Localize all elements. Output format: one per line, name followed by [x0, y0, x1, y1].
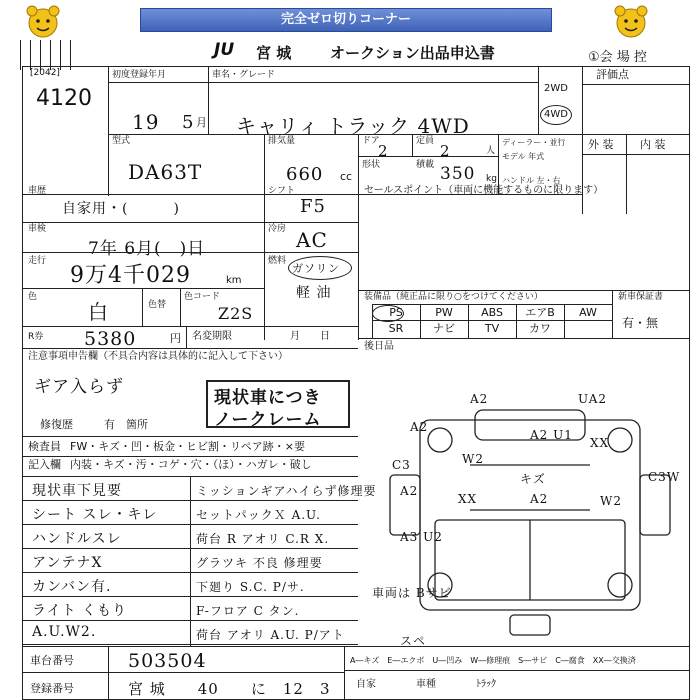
diagram-mark: W2 — [462, 452, 484, 466]
mileage-label: 走行 — [28, 256, 47, 266]
mascot-bear-right-icon — [610, 2, 652, 40]
chassis-label: 車台番号 — [30, 654, 74, 667]
title-change-label: 名変期限 — [192, 331, 232, 342]
diagram-mark: C3 — [392, 458, 411, 472]
exterior-label: 外 装 — [588, 138, 614, 151]
repair-label: 修復歴 — [40, 418, 73, 431]
reg-year: 19 — [132, 110, 160, 134]
bottom-check: 車種 — [416, 679, 436, 690]
rear-seat-label: 後日品 — [364, 341, 394, 352]
inspection-value: 7年 6月( )日 — [88, 239, 206, 259]
fuel-oil: 軽 油 — [296, 285, 332, 301]
entry-row: 内装・キズ・汚・コゲ・穴・（ほ）・ハガレ・破し — [70, 458, 312, 471]
cooling-label: 冷房 — [268, 224, 287, 234]
note-right: ミッションギアハイらず修理要 — [196, 484, 377, 498]
chassis-value: 503504 — [128, 650, 207, 672]
model-year-label: モデル 年式 — [502, 152, 545, 161]
drive-4wd: 4WD — [544, 109, 568, 120]
equipment-item: PS — [389, 306, 403, 319]
history-label: 車歴 — [28, 186, 47, 196]
diagram-mark: XX — [590, 436, 610, 450]
brand: 宮 城 — [256, 44, 292, 62]
capacity-label: 定員 — [416, 136, 435, 146]
car-grade-label: 車名・グレード — [212, 70, 276, 80]
repair-value: 有 箇所 — [104, 418, 148, 431]
inspector-label: 検査員 — [28, 440, 61, 453]
diagram-mark: A2 — [530, 492, 549, 506]
reg-month: 5 — [182, 112, 195, 133]
load-label: 積載 — [416, 160, 435, 170]
warranty-label: 新車保証書 — [618, 292, 664, 302]
shift-value: F5 — [300, 196, 326, 217]
note-left: ライト くもり — [32, 603, 128, 619]
note-right: 下廻り S.C. P/サ. — [196, 580, 305, 594]
fuel-label: 燃料 — [268, 256, 287, 266]
equipment-item: TV — [484, 322, 500, 335]
note-left: A.U.W2. — [32, 624, 97, 640]
notice-text: ギア入らず — [34, 377, 124, 397]
model-label: 型式 — [112, 136, 131, 146]
mini-code: [2042] — [30, 68, 60, 78]
capacity-unit: 人 — [486, 146, 496, 156]
equipment-item: PW — [435, 306, 453, 319]
color-code-label: 色コード — [184, 292, 221, 302]
logo: JU — [214, 40, 235, 60]
displacement-value: 660 — [286, 164, 324, 185]
stamp-line-2: ノークレーム — [214, 410, 322, 430]
title-change-unit: 月 日 — [290, 331, 330, 342]
note-left: シート スレ・キレ — [32, 507, 158, 523]
diagram-mark: UA2 — [578, 392, 608, 406]
r-ticket-label: R券 — [28, 332, 44, 342]
equipment-item: SR — [388, 322, 404, 335]
mascot-bear-left-icon — [22, 2, 64, 40]
diagram-mark: A3 U2 — [400, 530, 443, 544]
warranty-value: 有・無 — [622, 316, 659, 330]
month-unit: 月 — [196, 116, 207, 129]
bottom-check: 自家 — [356, 679, 376, 690]
load-value: 350 — [440, 164, 476, 184]
diagram-mark: A2 U1 — [530, 428, 573, 442]
note-right: 荷台 R アオリ C.R X. — [196, 532, 330, 546]
notice-label: 注意事項申告欄（不具合内容は具体的に記入して下さい） — [28, 351, 288, 362]
banner: 完全ゼロ切りコーナー — [140, 8, 552, 32]
mileage-value: 9万4千029 — [70, 263, 191, 288]
note-right: グラツキ 不良 修理要 — [196, 556, 323, 570]
diagram-mark: A2 — [410, 420, 429, 434]
diagram-mark: A2 — [470, 392, 489, 406]
color-label: 色 — [28, 292, 38, 302]
km-unit: km — [226, 275, 242, 286]
ps-circle-icon — [372, 305, 404, 322]
note-right: セットパックＸ A.U. — [196, 508, 321, 522]
shift-label: シフト — [268, 186, 296, 196]
inspection-label: 車検 — [28, 224, 47, 234]
diagram-mark: A2 — [400, 484, 419, 498]
first-reg-label: 初度登録年月 — [112, 70, 167, 80]
color-no-label: 色替 — [148, 300, 167, 310]
form-title: オークション出品申込書 — [330, 44, 495, 62]
equipment-item: ナビ — [433, 322, 455, 335]
legend: A―キズ E―エクボ U―凹み W―修理痕 S―サビ C―腐食 XX―交換済 — [350, 656, 636, 665]
inspector-row: FW・キズ・凹・板金・ヒビ割・リペア跡・×要 — [70, 440, 305, 453]
diagram-mark: キズ — [520, 472, 546, 486]
diagram-mark: C3W — [648, 470, 681, 484]
venue: ①会 場 控 — [588, 50, 647, 65]
yen-unit: 円 — [170, 332, 181, 345]
car-name: キャリィ トラック 4WD — [236, 114, 470, 138]
sales-point-label: セールスポイント（車両に機能するものに限ります） — [364, 185, 604, 196]
note-left: ハンドルスレ — [32, 531, 122, 547]
note-left: カンバン有. — [32, 579, 112, 595]
dealer-label: ディーラー・並行 — [502, 138, 566, 147]
doors-value: 2 — [378, 142, 389, 160]
stamp-line-1: 現状車につき — [214, 388, 322, 408]
color-value: 白 — [88, 300, 109, 324]
equipment-item: ABS — [481, 306, 503, 319]
r-ticket-value: 5380 — [84, 328, 137, 350]
lot-number: 4120 — [36, 86, 92, 111]
entry-label: 記入欄 — [28, 458, 61, 471]
kg-unit: kg — [486, 174, 497, 184]
cc-unit: cc — [340, 170, 353, 183]
diagram-mark: XX — [458, 492, 478, 506]
note-right: 荷台 アオリ A.U. P/アト — [196, 628, 345, 642]
history-value: 自家用・( ) — [62, 201, 180, 217]
drive-2wd: 2WD — [544, 83, 568, 94]
bottom-check: ﾄﾗｯｸ — [476, 679, 496, 690]
registration-value: 宮 城 40 に 12 3 — [128, 680, 331, 698]
eval-label: 評価点 — [596, 68, 629, 81]
note-left: アンテナX — [32, 555, 103, 571]
fuel-circle-icon — [288, 256, 352, 280]
diagram-mark: スペ — [400, 634, 427, 648]
equipment-item: カワ — [529, 322, 551, 335]
fuel-gas: ガソリン — [292, 262, 340, 275]
equipment-label: 装備品（純正品に限り○をつけてください） — [364, 292, 543, 302]
capacity-value: 2 — [440, 142, 451, 160]
equipment-item: エアB — [525, 306, 555, 319]
displacement-label: 排気量 — [268, 136, 296, 146]
doors-label: ドア — [362, 136, 380, 146]
diagram-mark: W2 — [600, 494, 622, 508]
model-value: DA63T — [128, 160, 203, 184]
shape-label: 形状 — [362, 160, 381, 170]
color-code-value: Z2S — [218, 304, 254, 323]
interior-label: 内 装 — [640, 138, 666, 151]
equipment-item: AW — [579, 306, 597, 319]
note-left: 現状車下見要 — [32, 483, 122, 499]
handle-label: ハンドル 左・右 — [502, 176, 561, 185]
cooling-value: AC — [296, 228, 328, 252]
note-right: F-フロア C タン. — [196, 604, 300, 618]
diagram-mark: 車両は Bサビ — [372, 586, 452, 600]
registration-label: 登録番号 — [30, 682, 74, 695]
drive-4wd-circle-icon — [540, 105, 572, 125]
